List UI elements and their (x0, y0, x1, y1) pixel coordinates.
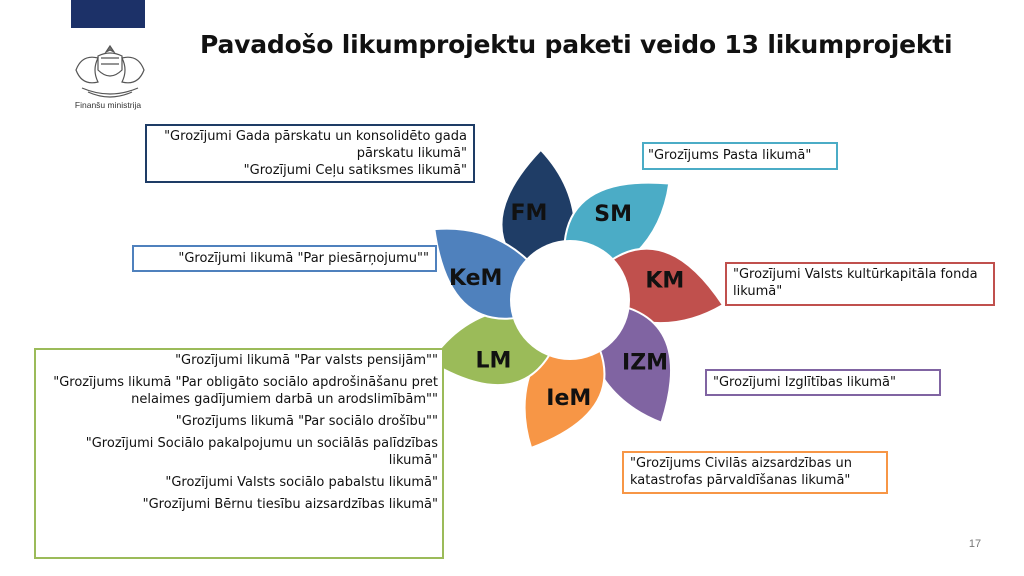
iem-laws-box (622, 451, 888, 494)
org-name: Finanšu ministrija (74, 100, 142, 110)
petal-label-km: KM (645, 268, 685, 294)
fm-law-2: "Grozījumi Ceļu satiksmes likumā" (243, 163, 467, 178)
izm-law-1: "Grozījumi Izglītības likumā" (713, 375, 896, 390)
lm-law-3: "Grozījums likumā "Par sociālo drošību"" (175, 414, 438, 429)
petal-label-iem: IeM (546, 385, 592, 411)
petal-label-kem: KeM (448, 266, 503, 292)
coat-of-arms-logo (68, 40, 152, 102)
iem-law-1: "Grozījums Civilās aizsardzības un katastrofas pārvaldīšanas likumā" (630, 456, 852, 488)
lm-law-4: "Grozījumi Sociālo pakalpojumu un sociālās palīdzības likumā" (85, 436, 438, 468)
page-number: 17 (968, 538, 982, 550)
izm-laws-box (705, 369, 941, 396)
km-law-1: "Grozījumi Valsts kultūrkapitāla fonda likumā" (733, 267, 978, 299)
fm-law-1: "Grozījumi Gada pārskatu un konsolidēto gada pārskatu likumā" (164, 129, 467, 161)
center-circle (510, 240, 630, 360)
kem-law-1: "Grozījumi likumā "Par piesārņojumu"" (178, 251, 429, 266)
petal-label-izm: IZM (622, 350, 669, 376)
fm-laws-box (145, 124, 475, 183)
flag-banner (71, 0, 145, 28)
kem-laws-box (132, 245, 437, 272)
lm-law-1: "Grozījumi likumā "Par valsts pensijām"" (175, 353, 438, 368)
lm-laws-box (34, 348, 444, 559)
sm-law-1: "Grozījums Pasta likumā" (648, 148, 812, 163)
lm-law-2: "Grozījums likumā "Par obligāto sociālo apdrošināšanu pret nelaimes gadījumiem darbā un arodslimībām"" (53, 375, 438, 407)
sm-laws-box (642, 142, 838, 170)
slide-title: Pavadošo likumprojektu paketi veido 13 likumprojekti (200, 30, 953, 59)
petal-label-lm: LM (475, 348, 512, 374)
km-laws-box (725, 262, 995, 306)
petal-label-sm: SM (594, 202, 633, 228)
lm-law-6: "Grozījumi Bērnu tiesību aizsardzības likumā" (142, 497, 438, 512)
lm-law-5: "Grozījumi Valsts sociālo pabalstu likumā" (165, 475, 438, 490)
petal-label-fm: FM (510, 201, 548, 227)
